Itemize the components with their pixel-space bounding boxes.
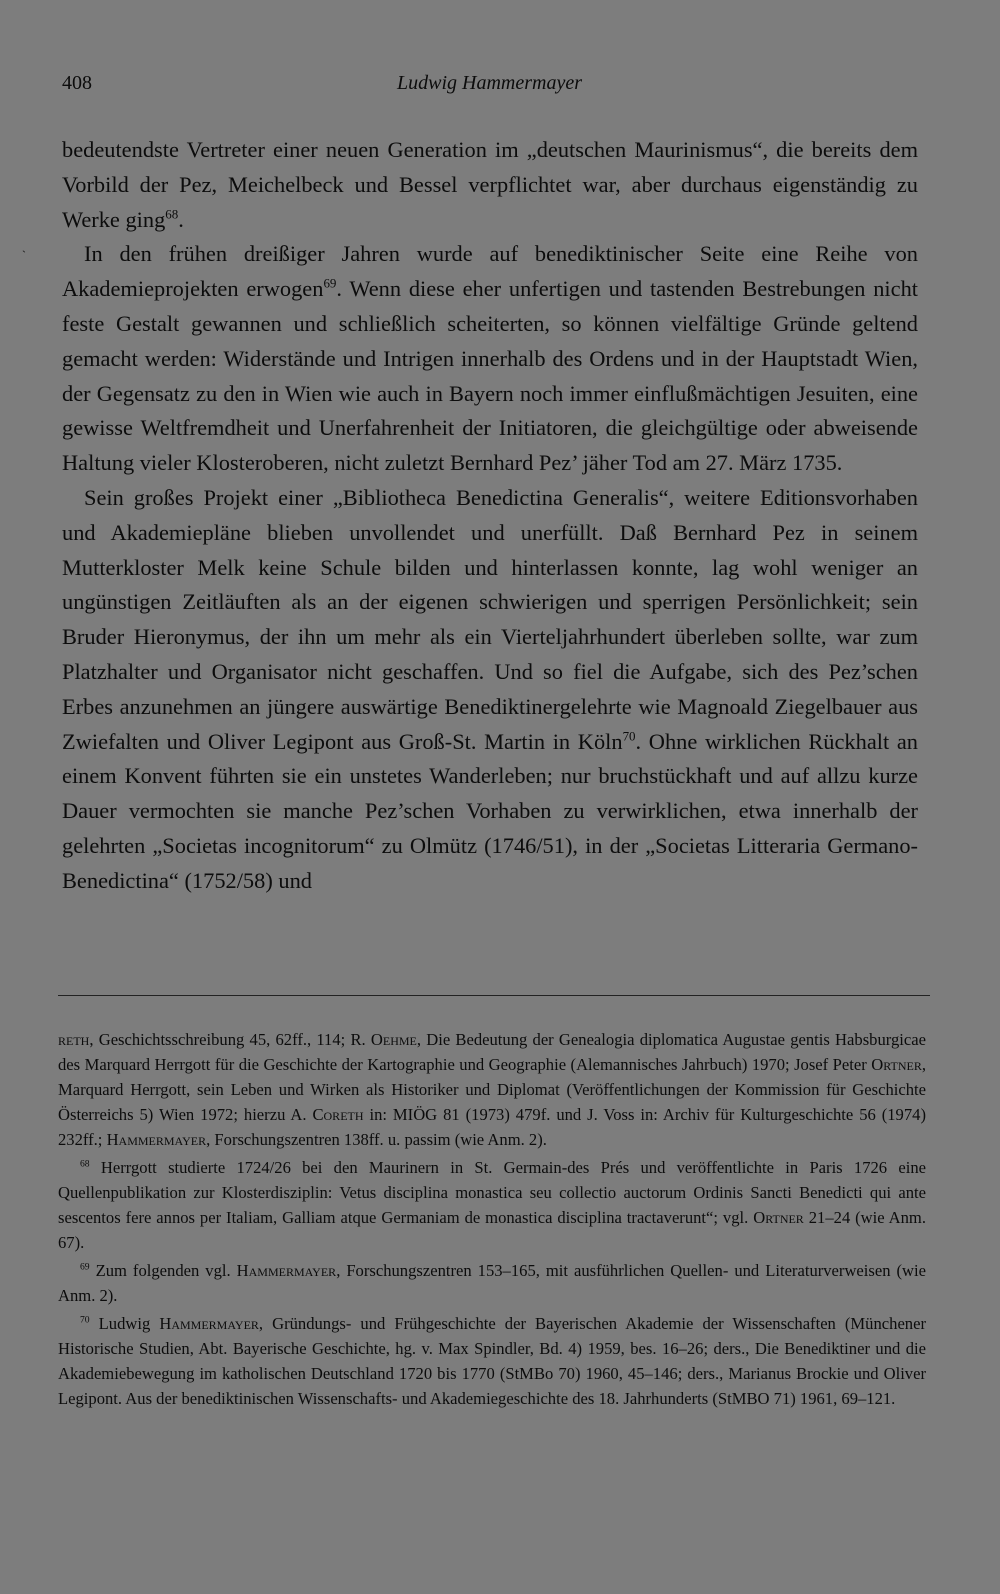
margin-tick-mark: ˋ xyxy=(22,248,26,262)
footnote-69: $^{69}$ Zum folgenden vgl. Hammermayer, Forschungszentren 153–165, mit ausführlichen Quellen- und Literaturverweisen (wie Anm. 2). xyxy=(58,1261,927,1305)
footnote-ref-70[interactable]: 70 xyxy=(622,728,636,744)
footnote-68: $^{68}$ Herrgott studierte 1724/26 bei den Maurinern in St. Germain-des Prés und veröffentlichte in Paris 1726 eine Quellenpublikation zur Klosterdisziplin: Vetus disciplina monastica seu collectio auctorum Ordinis Sancti Benedicti qui ante sescentos fere annos per Italiam, Galliam atque Germaniam de monastica disciplina tractaverunt“; vgl. Ortner 21–24 (wie Anm. 67). xyxy=(58,1158,926,1252)
page-number: 408 xyxy=(62,72,92,94)
footnote-number: 70 xyxy=(80,1314,90,1326)
footnote-ref-68[interactable]: 68 xyxy=(165,206,179,222)
page-header xyxy=(62,72,920,102)
footnote-continuation: reth, Geschichtsschreibung 45, 62ff., 114; R. Oehme, Die Bedeutung der Genealogia diplomatica Augustae gentis Habsburgicae des Marquard Herrgott für die Geschichte der Kartographie und Geographie (Alemannisches Jahrbuch) 1970; Josef Peter Ortner, Marquard Herrgott, sein Leben und Wirken als Historiker und Diplomat (Veröffentlichungen der Kommission für Geschichte Österreichs 5) Wien 1972; hierzu A. Coreth in: MIÖG 81 (1973) 479f. und J. Voss in: Archiv für Kulturgeschichte 56 (1974) 232ff.; Hammermayer, Forschungszentren 138ff. u. passim (wie Anm. 2). xyxy=(58,1030,926,1149)
footnote-number: 68 xyxy=(80,1158,90,1170)
footnote-ref-69[interactable]: 69 xyxy=(323,275,337,291)
paragraph-2: In den frühen dreißiger Jahren wurde auf benediktinischer Seite eine Reihe von Akademieprojekten erwogen$^{69}$. Wenn diese eher unfertigen und tastenden Bestrebungen nicht feste Gestalt gewannen und schließlich scheiterten, so können vielfältige Gründe geltend gemacht werden: Widerstände und Intrigen innerhalb des Ordens und in der Hauptstadt Wien, der Gegensatz zu den in Wien wie auch in Bayern noch immer einflußmächtigen Jesuiten, eine gewisse Weltfremdheit und Unerfahrenheit der Initiatoren, die gleichgültige oder abweisende Haltung vieler Klosteroberen, nicht zuletzt Bernhard Pez’ jäher Tod am 27. März 1735. xyxy=(62,241,918,476)
footnotes xyxy=(58,1027,926,1411)
running-title: Ludwig Hammermayer xyxy=(397,72,582,94)
footnote-70: $^{70}$ Ludwig Hammermayer, Gründungs- und Frühgeschichte der Bayerischen Akademie der Wissenschaften (Münchener Historische Studien, Abt. Bayerische Geschichte, hg. v. Max Spindler, Bd. 4) 1959, bes. 16–26; ders., Die Benediktiner und die Akademiebewegung im katholischen Deutschland 1720 bis 1770 (StMBo 70) 1960, 45–146; ders., Marianus Brockie und Oliver Legipont. Aus der benediktinischen Wissenschafts- und Akademiegeschichte des 18. Jahrhunderts (StMBO 71) 1961, 69–121. xyxy=(58,1314,926,1408)
footnote-number: 69 xyxy=(80,1261,90,1273)
paragraph-1: bedeutendste Vertreter einer neuen Generation im „deutschen Maurinismus“, die bereits dem Vorbild der Pez, Meichelbeck und Bessel verpflichtet war, aber durchaus eigenständig zu Werke ging$^{68}$. xyxy=(62,137,918,232)
paragraph-3: Sein großes Projekt einer „Bibliotheca Benedictina Generalis“, weitere Editionsvorhaben und Akademiepläne blieben unvollendet und unerfüllt. Daß Bernhard Pez in seinem Mutterkloster Melk keine Schule bilden und hinterlassen konnte, lag wohl weniger an ungünstigen Zeitläuften als an der eigenen schwierigen und sperrigen Persönlichkeit; sein Bruder Hieronymus, der ihn um mehr als ein Vierteljahrhundert überleben sollte, war zum Platzhalter und Organisator nicht geschaffen. Und so fiel die Aufgabe, sich des Pez’schen Erbes anzunehmen an jüngere auswärtige Benediktinergelehrte wie Magnoald Ziegelbauer aus Zwiefalten und Oliver Legipont aus Groß-St. Martin in Köln$^{70}$. Ohne wirklichen Rückhalt an einem Konvent führten sie ein unstetes Wanderleben; nur bruchstückhaft und auf allzu kurze Dauer vermochten sie manche Pez’schen Vorhaben zu verwirklichen, etwa innerhalb der gelehrten „Societas incognitorum“ zu Olmütz (1746/51), in der „Societas Litteraria Germano-Benedictina“ (1752/58) und xyxy=(62,484,918,893)
main-text xyxy=(62,133,918,899)
footnote-divider xyxy=(58,995,930,996)
